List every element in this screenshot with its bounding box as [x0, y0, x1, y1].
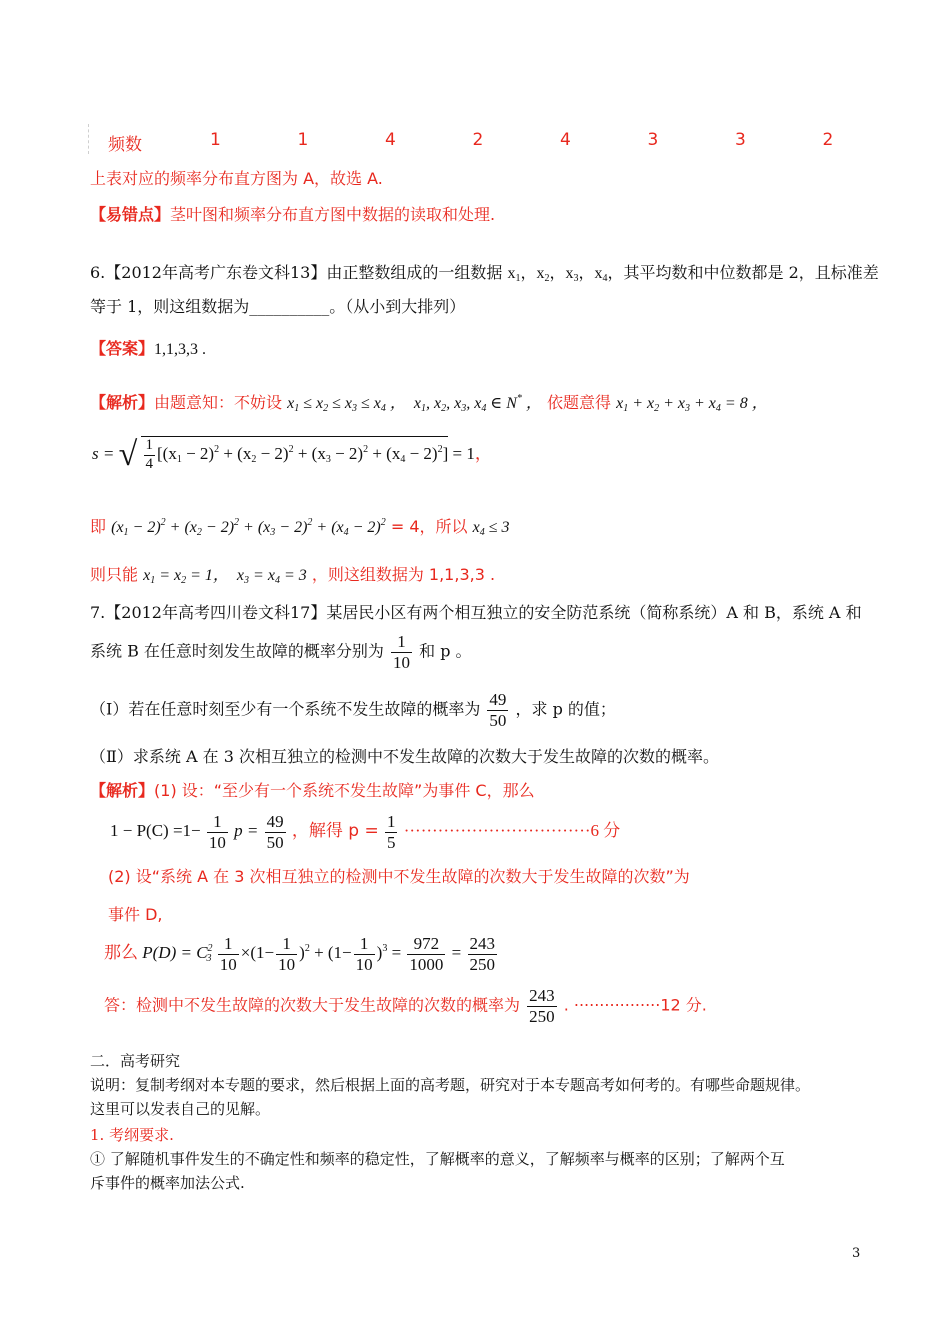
q6-analysis-line2: 即 $(x_1 - 2)^2 + (x_2 - 2)^2 + (x_3 - 2)^2 + (x_4 - 2)^2 = 4$，所以 $x_4 \le 3$	[90, 517, 510, 538]
freq-value: 2	[822, 130, 834, 150]
q7-step1: 1 − P(C) =1− $\frac{1}{10}$ p = $\frac{49}{50}$ ，解得 p = $\frac{1}{5}$ ·································6 分	[110, 812, 621, 852]
q6-stem-line2: 等于 1，则这组数据为__________。（从小到大排列）	[90, 297, 466, 316]
section2-desc-2: 这里可以发表自己的见解。	[90, 1100, 271, 1118]
sqrt-symbol: √ $\frac{1}{4}$ $[(x_1 - 2)^2 + (x_2 - 2)^2 + (x_3 - 2)^2 + (x_4 - 2)^2]$	[118, 436, 449, 473]
freq-value: 1	[210, 130, 221, 150]
q7-analysis-line1: 【解析】(1) 设：“至少有一个系统不发生故障”为事件 C，那么	[90, 781, 535, 800]
q7-answer: 答：检测中不发生故障的次数大于发生故障的次数的概率为 $\frac{243}{250}$ . ·················12 分.	[104, 986, 707, 1026]
freq-value: 4	[560, 130, 571, 150]
q7-step2-formula: 那么 $P(D) = C^2_3$ $\frac{1}{10}$ ×(1− $\frac{1}{10}$ )$^2$ + (1− $\frac{1}{10}$ )$^3$ = $\frac{972}{1000}$ = $\frac{243}{250}$	[104, 934, 496, 974]
page-number: 3	[852, 1246, 861, 1261]
q7-stem-line1: 7.【2012年高考四川卷文科17】某居民小区有两个相互独立的安全防范系统（简称系统）A 和 B，系统 A 和	[90, 603, 862, 622]
q7-analysis-line3: 事件 D,	[108, 905, 163, 924]
freq-value: 3	[647, 130, 659, 150]
q6-std-formula: s = √ $\frac{1}{4}$ $[(x_1 - 2)^2 + (x_2 - 2)^2 + (x_3 - 2)^2 + (x_4 - 2)^2] = 1$，	[92, 436, 492, 473]
freq-value: 4	[385, 130, 396, 150]
section2-heading: 二．高考研究	[90, 1052, 181, 1070]
table-border	[88, 124, 92, 154]
section2-point-1a: ① 了解随机事件发生的不确定性和频率的稳定性，了解概率的意义，了解频率与概率的区别；了解两个互	[90, 1150, 785, 1168]
freq-value: 2	[472, 130, 484, 150]
freq-label: 频数	[108, 135, 142, 155]
q6-analysis-line3: 则只能 $x_1 = x_2 = 1$， $x_3 = x_4 = 3$ ，则这组数据为 1,1,3,3 .	[90, 565, 496, 586]
freq-value: 1	[297, 130, 309, 150]
q6-analysis-line1: 【解析】由题意知：不妨设 $x_1 \le x_2 \le x_3 \le x_4$ ， $x_1$, $x_2$, $x_3$, $x_4$ ∈ N* ， 依题意得 $x_1 + x_2 + x_3 + x_4 = 8$ ，	[90, 393, 768, 414]
q7-analysis-line2: (2) 设“系统 A 在 3 次相互独立的检测中不发生故障的次数大于发生故障的次数”为	[108, 867, 690, 886]
q7-part1: （Ⅰ）若在任意时刻至少有一个系统不发生故障的概率为 $\frac{49}{50}$ ，求 p 的值；	[90, 690, 616, 730]
q6-stem-line1: 6.【2012年高考广东卷文科13】由正整数组成的一组数据 $x_1$，$x_2$，$x_3$，$x_4$，其平均数和中位数都是 2，且标准差	[90, 263, 879, 284]
section2-desc-1: 说明：复制考纲对本专题的要求，然后根据上面的高考题，研究对于本专题高考如何考的。有哪些命题规律。	[90, 1076, 811, 1094]
q7-part2: （Ⅱ）求系统 A 在 3 次相互独立的检测中不发生故障的次数大于发生故障的次数的概率。	[90, 747, 719, 766]
freq-value: 3	[735, 130, 746, 150]
q5-conclusion: 上表对应的频率分布直方图为 A，故选 A.	[90, 169, 383, 188]
section2-point-1b: 斥事件的概率加法公式.	[90, 1174, 245, 1192]
q5-error-note: 【易错点】茎叶图和频率分布直方图中数据的读取和处理.	[90, 205, 496, 224]
section2-item-1: 1. 考纲要求.	[90, 1126, 174, 1144]
q6-answer: 【答案】1,1,3,3 .	[90, 339, 207, 358]
q7-stem-line2: 系统 B 在任意时刻发生故障的概率分别为 $\frac{1}{10}$ 和 p 。	[90, 632, 472, 672]
